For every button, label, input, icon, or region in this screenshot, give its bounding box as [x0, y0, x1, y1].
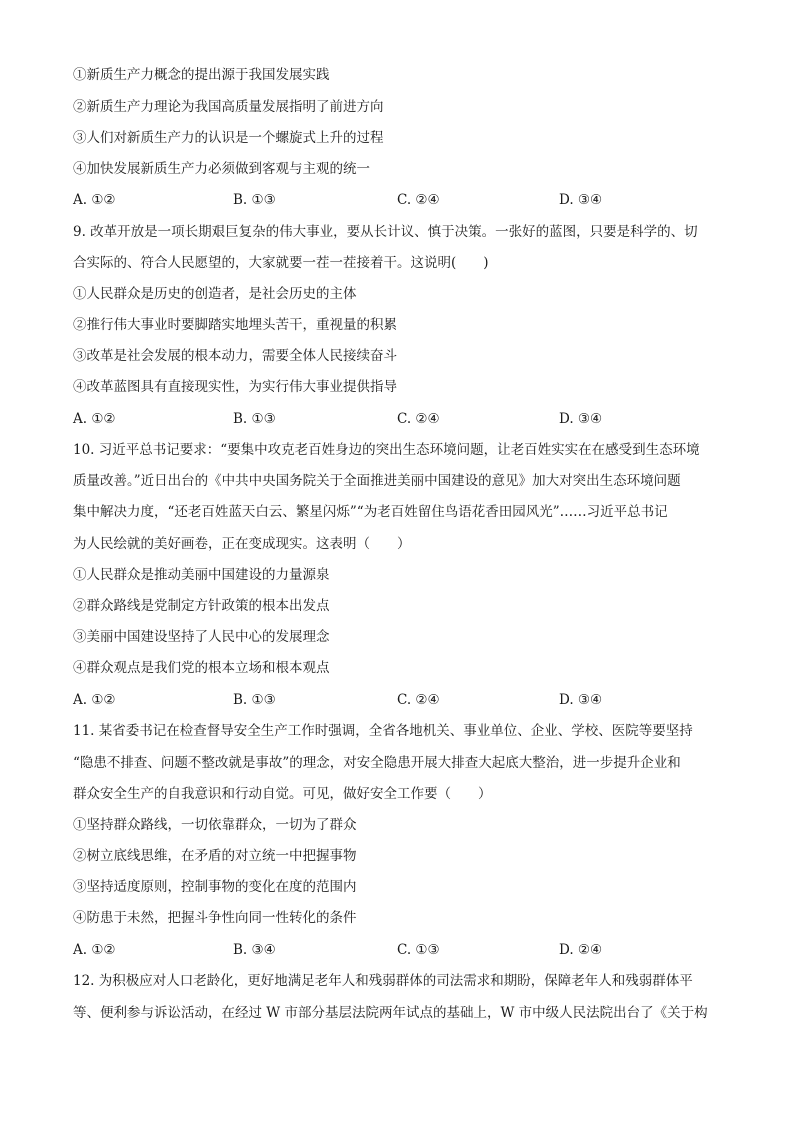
q9-choice-b: B. ①③ — [233, 411, 276, 427]
q10-stem-line-4: 为人民绘就的美好画卷，正在变成现实。这表明（ ） — [73, 536, 411, 552]
q11-stem-line-2: “隐患不排查、问题不整改就是事故”的理念，对安全隐患开展大排查大起底大整治，进一步提升企业和 — [73, 755, 681, 771]
q9-option-3: ③改革是社会发展的根本动力，需要全体人民接续奋斗 — [73, 348, 397, 364]
q10-choice-d: D. ③④ — [559, 692, 603, 708]
q8-option-4: ④加快发展新质生产力必须做到客观与主观的统一 — [73, 161, 370, 177]
q8-option-3: ③人们对新质生产力的认识是一个螺旋式上升的过程 — [73, 130, 384, 146]
q8-choice-c: C. ②④ — [397, 192, 440, 208]
q10-option-2: ②群众路线是党制定方针政策的根本出发点 — [73, 598, 330, 614]
q11-option-2: ②树立底线思维，在矛盾的对立统一中把握事物 — [73, 848, 357, 864]
q11-choice-a: A. ①② — [73, 942, 116, 958]
q11-option-3: ③坚持适度原则，控制事物的变化在度的范围内 — [73, 879, 357, 895]
q9-choice-c: C. ②④ — [397, 411, 440, 427]
q12-stem-line-1: 12. 为积极应对人口老龄化，更好地满足老年人和残弱群体的司法需求和期盼，保障老年人和残弱群体平 — [73, 973, 693, 989]
q9-stem-line-2: 合实际的、符合人民愿望的，大家就要一茬一茬接着干。这说明( ) — [73, 255, 489, 271]
q10-choice-b: B. ①③ — [233, 692, 276, 708]
q11-option-1: ①坚持群众路线，一切依靠群众，一切为了群众 — [73, 817, 357, 833]
q8-option-2: ②新质生产力理论为我国高质量发展指明了前进方向 — [73, 99, 384, 115]
q11-stem-line-1: 11. 某省委书记在检查督导安全生产工作时强调，全省各地机关、事业单位、企业、学校、医院等要坚持 — [73, 723, 693, 739]
q10-choice-a: A. ①② — [73, 692, 116, 708]
q10-option-3: ③美丽中国建设坚持了人民中心的发展理念 — [73, 629, 330, 645]
q10-option-1: ①人民群众是推动美丽中国建设的力量源泉 — [73, 567, 330, 583]
q9-choice-a: A. ①② — [73, 411, 116, 427]
q8-choices — [73, 191, 733, 209]
q10-choices — [73, 691, 733, 709]
q8-choice-a: A. ①② — [73, 192, 116, 208]
q11-choice-b: B. ③④ — [233, 942, 276, 958]
q10-option-4: ④群众观点是我们党的根本立场和根本观点 — [73, 660, 330, 676]
q12-stem-line-2: 等、便利参与诉讼活动，在经过 W 市部分基层法院两年试点的基础上，W 市中级人民法院出台了《关于构 — [73, 1005, 708, 1021]
q10-stem-line-1: 10. 习近平总书记要求：“要集中攻克老百姓身边的突出生态环境问题，让老百姓实实在在感受到生态环境 — [73, 442, 700, 458]
q8-choice-d: D. ③④ — [559, 192, 603, 208]
q11-choice-d: D. ②④ — [559, 942, 603, 958]
q11-stem-line-3: 群众安全生产的自我意识和行动自觉。可见，做好安全工作要（ ） — [73, 786, 492, 802]
q9-choice-d: D. ③④ — [559, 411, 603, 427]
q9-stem-line-1: 9. 改革开放是一项长期艰巨复杂的伟大事业，要从长计议、慎于决策。一张好的蓝图，只要是科学的、切 — [73, 224, 698, 240]
q9-option-2: ②推行伟大事业时要脚踏实地埋头苦干，重视量的积累 — [73, 317, 397, 333]
q11-choice-c: C. ①③ — [397, 942, 440, 958]
q9-choices — [73, 410, 733, 428]
q9-option-1: ①人民群众是历史的创造者，是社会历史的主体 — [73, 286, 357, 302]
q10-choice-c: C. ②④ — [397, 692, 440, 708]
q11-option-4: ④防患于未然，把握斗争性向同一性转化的条件 — [73, 910, 357, 926]
q9-option-4: ④改革蓝图具有直接现实性，为实行伟大事业提供指导 — [73, 379, 397, 395]
q8-option-1: ①新质生产力概念的提出源于我国发展实践 — [73, 67, 330, 83]
q8-choice-b: B. ①③ — [233, 192, 276, 208]
q11-choices — [73, 941, 733, 959]
q10-stem-line-3: 集中解决力度，“还老百姓蓝天白云、繁星闪烁”“为老百姓留住鸟语花香田园风光”……习近平总书记 — [73, 504, 668, 520]
q10-stem-line-2: 质量改善。”近日出台的《中共中央国务院关于全面推进美丽中国建设的意见》加大对突出生态环境问题 — [73, 473, 681, 489]
